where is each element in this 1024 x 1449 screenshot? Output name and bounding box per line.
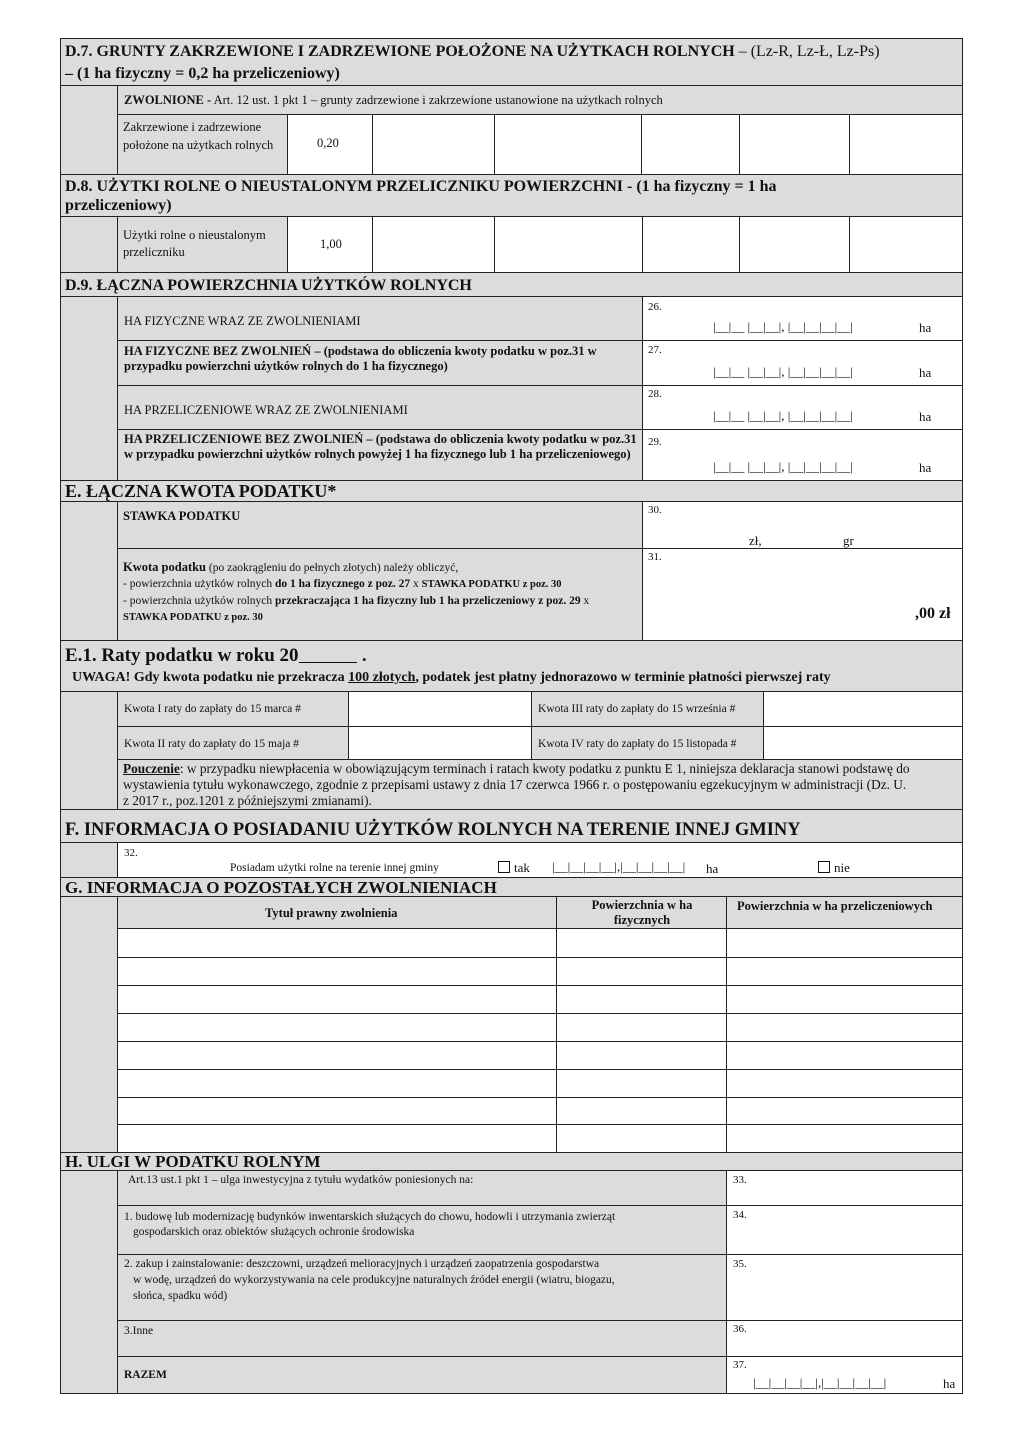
- pouczenie-line1: : w przypadku niewpłacenia w obowiązującym terminach i ratach kwoty podatku z punktu E 1, niniejsza deklaracja stanowi podstawę do: [179, 761, 910, 776]
- d9-title: D.9. ŁĄCZNA POWIERZCHNIA UŻYTKÓW ROLNYCH: [65, 277, 472, 294]
- section-d7-header: [61, 39, 962, 86]
- field-30[interactable]: [643, 502, 962, 549]
- field-27[interactable]: [643, 341, 962, 386]
- h-row0-label: [118, 1171, 727, 1206]
- d9-row-29-label: [118, 430, 643, 480]
- e1-uwaga-1: UWAGA! Gdy kwota podatku nie przekracza: [72, 670, 349, 685]
- section-d8-header: [61, 174, 962, 217]
- g-col1-label: Tytuł prawny zwolnienia: [265, 906, 398, 920]
- field-32-mask: |__|__|__|__|,|__|__|__|__|: [552, 859, 686, 874]
- e1-left-margin: [61, 692, 118, 809]
- zwolnione-label: ZWOLNIONE -: [124, 93, 212, 107]
- field-28-number: 28.: [648, 388, 662, 400]
- table-row[interactable]: [118, 1125, 962, 1152]
- pouczenie-line3: z 2017 r., poz.1201 z późniejszymi zmianami).: [123, 793, 372, 808]
- field-32-number: 32.: [124, 847, 138, 859]
- section-e-header: [61, 480, 962, 502]
- table-row[interactable]: [118, 1014, 962, 1041]
- e-kwota-line3a: - powierzchnia użytków rolnych: [123, 595, 276, 607]
- h-row3-label: [118, 1321, 727, 1357]
- field-33-number: 33.: [733, 1174, 747, 1186]
- field-32[interactable]: [118, 843, 962, 877]
- pouczenie-heading: Pouczenie: [123, 761, 180, 776]
- field-35-number: 35.: [733, 1258, 747, 1270]
- field-37-unit: ha: [943, 1376, 956, 1391]
- d8-title: D.8. UŻYTKI ROLNE O NIEUSTALONYM PRZELICZNIKU POWIERZCHNI - (1 ha fizyczny = 1 ha: [65, 178, 777, 195]
- h-razem-text: RAZEM: [124, 1369, 167, 1381]
- field-37-number: 37.: [733, 1359, 747, 1371]
- d8-row-label: Użytki rolne o nieustalonym przeliczniku: [123, 228, 266, 259]
- field-28-mask: |__|__ |__|__|, |__|__|__|__|: [713, 408, 853, 423]
- e-stawka-label: STAWKA PODATKU: [123, 509, 241, 523]
- h-row3-text: 3.Inne: [124, 1325, 154, 1337]
- d7-zwolnione-row: [118, 86, 962, 115]
- f-left-margin: [61, 843, 118, 877]
- section-d9-header: [61, 272, 962, 297]
- field-34[interactable]: [727, 1206, 962, 1255]
- field-29-mask: |__|__ |__|__|, |__|__|__|__|: [713, 459, 853, 474]
- table-row[interactable]: [118, 1070, 962, 1097]
- g-title: G. INFORMACJA O POZOSTAŁYCH ZWOLNIENIACH: [65, 878, 497, 897]
- h-row1-line1: 1. budowę lub modernizację budynków inwentarskich służących do chowu, hodowli i utrzymania zwierząt: [124, 1211, 616, 1223]
- d7-input-3[interactable]: [642, 115, 740, 174]
- g-col2-label: Powierzchnia w ha fizycznych: [591, 898, 693, 927]
- d9-label-29: HA PRZELICZENIOWE BEZ ZWOLNIEŃ – (podstawa do obliczenia kwoty podatku w poz.31 w przypadku powierzchni użytków rolnych powyżej 1 ha fizycznego lub 1 ha przeliczeniowego): [124, 432, 637, 461]
- field-29[interactable]: [643, 430, 962, 480]
- field-32-text: Posiadam użytki rolne na terenie innej gminy: [230, 862, 439, 874]
- f-title: F. INFORMACJA O POSIADANIU UŻYTKÓW ROLNYCH NA TERENIE INNEJ GMINY: [65, 820, 801, 840]
- field-32-nie[interactable]: [818, 860, 850, 876]
- field-35[interactable]: [727, 1255, 962, 1321]
- e-kwota-heading: Kwota podatku: [123, 560, 207, 574]
- e-stawka-label-cell: [118, 502, 643, 549]
- h-row2-line1: 2. zakup i zainstalowanie: deszczowni, urządzeń melioracyjnych i urządzeń zaopatrzenia gospodarstwa: [124, 1258, 600, 1270]
- h-left-margin: [61, 1171, 118, 1393]
- d9-left-margin: [61, 297, 118, 480]
- table-row[interactable]: [118, 1098, 962, 1124]
- rata4-label: Kwota IV raty do zapłaty do 15 listopada #: [538, 738, 737, 750]
- d9-label-27: HA FIZYCZNE BEZ ZWOLNIEŃ – (podstawa do obliczenia kwoty podatku w poz.31 w przypadku powierzchni użytków rolnych do 1 ha fizycznego): [124, 344, 597, 373]
- d8-left-margin: [61, 217, 118, 272]
- field-36[interactable]: [727, 1321, 962, 1357]
- e-kwota-line2a: - powierzchnia użytków rolnych: [123, 578, 276, 590]
- h-title: H. ULGI W PODATKU ROLNYM: [65, 1152, 321, 1171]
- d8-subtitle: przeliczeniowy): [65, 197, 172, 214]
- field-37-mask: |__|__|__|__|,|__|__|__|__|: [753, 1375, 887, 1390]
- d7-input-5[interactable]: [850, 115, 962, 174]
- d8-row-value: 1,00: [320, 237, 342, 251]
- e-left-margin: [61, 502, 118, 640]
- d7-row-value: 0,20: [317, 136, 339, 150]
- d7-input-2[interactable]: [495, 115, 642, 174]
- d8-row-label-cell: [118, 217, 288, 272]
- e1-year-input[interactable]: [299, 645, 357, 663]
- rata2-label: Kwota II raty do zapłaty do 15 maja #: [124, 738, 299, 750]
- field-32-nie-label: nie: [834, 860, 850, 875]
- d7-input-4[interactable]: [740, 115, 850, 174]
- checkbox-tak-icon[interactable]: [498, 861, 510, 873]
- rata1-input[interactable]: [349, 692, 532, 727]
- e-kwota-label-cell: [118, 549, 643, 640]
- d7-title: D.7. GRUNTY ZAKRZEWIONE I ZADRZEWIONE POŁOŻONE NA UŻYTKACH ROLNYCH: [65, 43, 735, 60]
- e-kwota-line2b: do 1 ha fizycznego z poz. 27: [275, 578, 411, 590]
- d9-row-27-label: [118, 341, 643, 386]
- pouczenie-line2: wystawienia tytułu wykonawczego, zgodnie z przepisami ustawy z dnia 17 czerwca 1966 r. o postępowaniu egzekucyjnym w administracji (Dz. U.: [123, 777, 907, 792]
- e-kwota-line2d: STAWKA PODATKU z poz. 30: [421, 579, 562, 590]
- g-col2-header: [557, 897, 727, 929]
- g-col3-header: [727, 897, 962, 929]
- field-26-unit: ha: [919, 320, 932, 335]
- d7-left-margin: [61, 86, 118, 174]
- d7-subtitle: – (1 ha fizyczny = 0,2 ha przeliczeniowy): [65, 65, 340, 82]
- field-26-mask: |__|__ |__|__|, |__|__|__|__|: [713, 319, 853, 334]
- field-27-unit: ha: [919, 365, 932, 380]
- field-28[interactable]: [643, 386, 962, 430]
- table-row[interactable]: [118, 1042, 962, 1069]
- g-col1-header: [118, 897, 557, 929]
- e1-uwaga-3: , podatek jest płatny jednorazowo w terminie płatności pierwszej raty: [415, 670, 831, 685]
- field-31[interactable]: [643, 549, 962, 640]
- d8-input-3[interactable]: [643, 217, 740, 272]
- field-32-tak-label: tak: [514, 860, 530, 875]
- rata1-label-cell: [118, 692, 349, 727]
- table-row[interactable]: [118, 958, 962, 985]
- d9-label-28: HA PRZELICZENIOWE WRAZ ZE ZWOLNIENIAMI: [124, 403, 408, 417]
- e-kwota-heading-rest: (po zaokrągleniu do pełnych złotych) należy obliczyć,: [206, 562, 459, 574]
- rata2-label-cell: [118, 727, 349, 760]
- e-kwota-line4: STAWKA PODATKU z poz. 30: [123, 612, 263, 623]
- e-title: E. ŁĄCZNA KWOTA PODATKU*: [65, 481, 337, 501]
- field-29-unit: ha: [919, 460, 932, 475]
- d7-title-codes: – (Lz-R, Lz-Ł, Lz-Ps): [734, 43, 880, 60]
- d7-row-label: Zakrzewione i zadrzewione położone na użytkach rolnych: [123, 120, 274, 152]
- d7-row-value-cell: [288, 115, 373, 174]
- d9-row-28-label: [118, 386, 643, 430]
- field-30-gr: gr: [843, 533, 854, 548]
- table-row[interactable]: [118, 930, 962, 957]
- d9-row-26-label: [118, 297, 643, 341]
- field-31-number: 31.: [648, 551, 662, 563]
- e-kwota-line3b: przekraczająca 1 ha fizyczny lub 1 ha przeliczeniowy z poz. 29: [275, 595, 581, 607]
- field-36-number: 36.: [733, 1323, 747, 1335]
- field-26-number: 26.: [648, 301, 662, 313]
- section-f-header: [61, 809, 962, 843]
- section-h-header: [61, 1152, 962, 1171]
- rata3-label-cell: [532, 692, 764, 727]
- table-row[interactable]: [118, 986, 962, 1013]
- section-e1-header: [61, 640, 962, 692]
- h-row2-line3: słońca, spadku wód): [133, 1290, 228, 1302]
- d8-input-4[interactable]: [740, 217, 850, 272]
- rata2-input[interactable]: [349, 727, 532, 760]
- rata4-label-cell: [532, 727, 764, 760]
- rata1-label: Kwota I raty do zapłaty do 15 marca #: [124, 703, 301, 715]
- field-32-tak[interactable]: [498, 860, 530, 876]
- field-27-mask: |__|__ |__|__|, |__|__|__|__|: [713, 364, 853, 379]
- field-32-unit: ha: [706, 861, 719, 876]
- rata4-input[interactable]: [764, 727, 962, 760]
- h-row1-label: [118, 1206, 727, 1255]
- e1-uwaga-2: 100 złotych: [348, 670, 416, 685]
- checkbox-nie-icon[interactable]: [818, 861, 830, 873]
- section-g-header: [61, 877, 962, 897]
- h-row1-line2: gospodarskich oraz obiektów służących ochronie środowiska: [133, 1226, 415, 1238]
- field-30-number: 30.: [648, 504, 662, 516]
- field-31-amount: ,00 zł: [915, 605, 951, 622]
- e1-title: E.1. Raty podatku w roku 20: [65, 645, 299, 666]
- h-razem-label: [118, 1357, 727, 1393]
- h-row0-text: Art.13 ust.1 pkt 1 – ulga inwestycyjna z tytułu wydatków poniesionych na:: [128, 1174, 474, 1186]
- pouczenie-cell: [118, 760, 962, 809]
- field-34-number: 34.: [733, 1209, 747, 1221]
- e-kwota-line2c: x: [410, 578, 422, 590]
- d8-input-2[interactable]: [495, 217, 643, 272]
- rata3-label: Kwota III raty do zapłaty do 15 września #: [538, 703, 736, 715]
- zwolnione-text: Art. 12 ust. 1 pkt 1 – grunty zadrzewione i zakrzewione ustanowione na użytkach rolnych: [211, 93, 663, 107]
- d8-input-1[interactable]: [373, 217, 495, 272]
- g-left-margin: [61, 897, 118, 1152]
- rata3-input[interactable]: [764, 692, 962, 727]
- h-row2-line2: w wodę, urządzeń do wykorzystywania na cele produkcyjne naturalnych źródeł energii (wiatru, biogazu,: [133, 1274, 615, 1286]
- field-26[interactable]: [643, 297, 962, 341]
- field-37[interactable]: [727, 1357, 962, 1393]
- d8-row-value-cell: [288, 217, 373, 272]
- field-27-number: 27.: [648, 344, 662, 356]
- h-row2-label: [118, 1255, 727, 1321]
- d8-input-5[interactable]: [850, 217, 962, 272]
- d7-row-label-cell: [118, 115, 288, 174]
- field-30-zl: zł,: [749, 533, 762, 548]
- e1-title-end: .: [362, 645, 367, 665]
- field-33[interactable]: [727, 1171, 962, 1206]
- g-col3-label: Powierzchnia w ha przeliczeniowych: [737, 899, 933, 913]
- e-kwota-line3c: x: [580, 595, 590, 607]
- field-29-number: 29.: [648, 436, 662, 448]
- d9-label-26: HA FIZYCZNE WRAZ ZE ZWOLNIENIAMI: [124, 314, 361, 328]
- field-28-unit: ha: [919, 409, 932, 424]
- d7-input-1[interactable]: [373, 115, 495, 174]
